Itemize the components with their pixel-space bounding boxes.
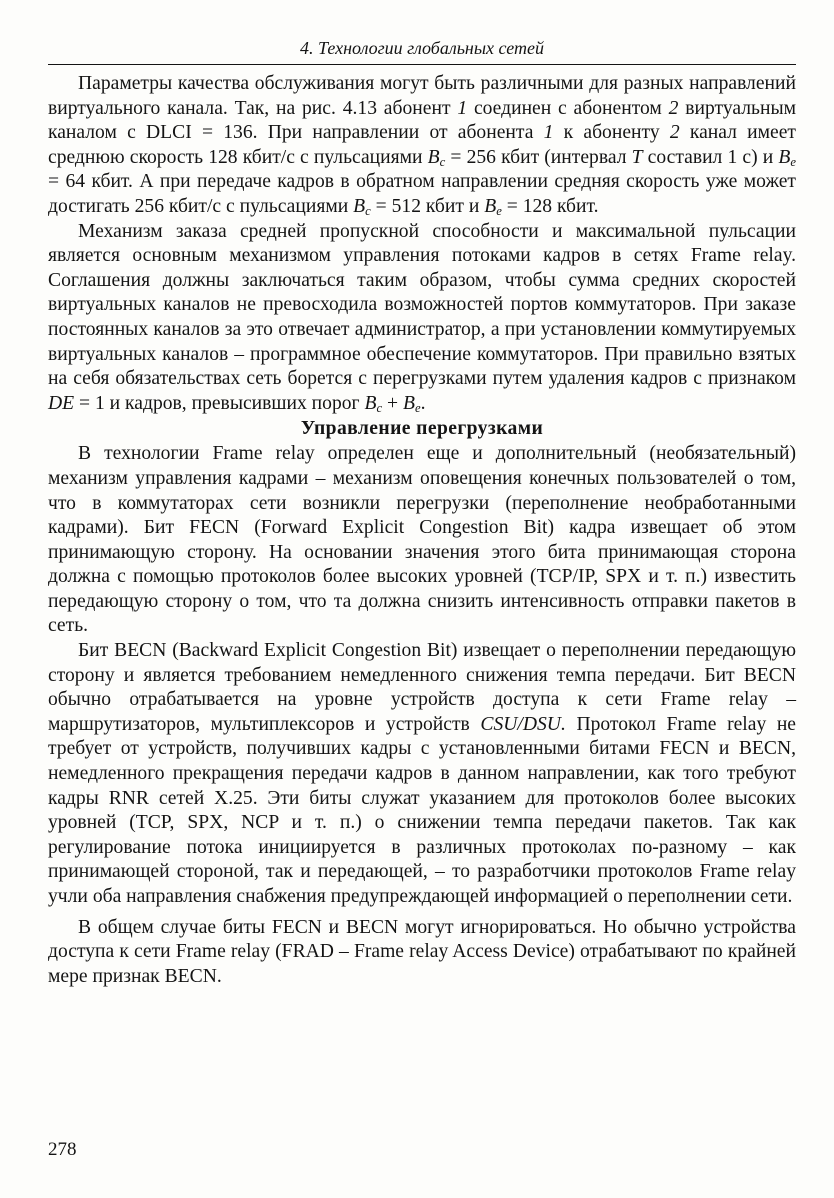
paragraph-fecn: В технологии Frame relay определен еще и дополнительный (необязательный) механизм управления кадрами – механизм оповещения конечных пользователей о том, что в коммутаторах сети возникли перегрузки (переполнение необработанными кадрами). Бит FECN (Forward Explicit Congestion Bit) кадра извещает об этом принимающую сторону. На основании значения этого бита принимающая сторона должна с помощью протоколов более высоких уровней (TCP/IP, SPX и т. п.) известить передающую сторону о том, что та должна снизить интенсивность отправки пакетов в сеть. — [48, 443, 796, 637]
running-head: 4. Технологии глобальных сетей — [300, 38, 544, 58]
paragraph-becn: Бит BECN (Backward Explicit Congestion Bit) извещает о переполнении передающую сторону и является требованием немедленного снижения темпа передачи. Бит BECN обычно отрабатывается на уровне устройств доступа к сети Frame relay – маршрутизаторов, мультиплексоров и устройств CSU/DSU. Протокол Frame relay не требует от устройств, получивших кадры с установленными битами FECN и BECN, немедленного прекращения передачи кадров в данном направлении, как того требуют кадры RNR сетей X.25. Эти биты служат указанием для протоколов более высоких уровней (TCP, SPX, NCP и т. п.) о снижении темпа передачи пакетов. Так как регулирование потока инициируется в различных протоколах по-разному – как принимающей стороной, так и передающей, – то разработчики протоколов Frame relay учли оба направления снабжения предупреждающей информацией о переполнении сети. — [48, 640, 797, 907]
paragraph-bandwidth-ordering: Механизм заказа средней пропускной способности и максимальной пульсации является основным механизмом управления потоками кадров в сетях Frame relay. Соглашения должны заключаться таким образом, чтобы сумма средних скоростей виртуальных каналов не превосходила возможностей портов коммутаторов. При заказе постоянных каналов за это отвечает администратор, а при установлении коммутируемых виртуальных каналов – программное обеспечение коммутаторов. При правильно взятых на себя обязательствах сеть борется с перегрузками путем удаления кадров с признаком DE = 1 и кадров, превысивших порог $B_c + B_e$. — [48, 220, 796, 415]
page-body — [48, 72, 796, 989]
header-rule — [48, 64, 796, 65]
section-heading: Управление перегрузками — [300, 418, 544, 440]
paragraph-qos-directions: Параметры качества обслуживания могут быть различными для разных направлений виртуального канала. Так, на рис. 4.13 абонент 1 соединен с абонентом 2 виртуальным каналом с DLCI = 136. При направлении от абонента 1 к абоненту 2 канал имеет среднюю скорость 128 кбит/с с пульсациями $B_c = 256$ кбит (интервал T составил 1 с) и $B_e = 64$ кбит. А при передаче кадров в обратном направлении средняя скорость уже может достигать 256 кбит/с с пульсациями $B_c = 512$ кбит и $B_e = 128$ кбит. — [48, 73, 797, 219]
page-number: 278 — [48, 1139, 77, 1160]
paragraph-conclusion: В общем случае биты FECN и BECN могут игнорироваться. Но обычно устройства доступа к сети Frame relay (FRAD – Frame relay Access Device) отрабатывают по крайней мере признак BECN. — [48, 916, 796, 987]
